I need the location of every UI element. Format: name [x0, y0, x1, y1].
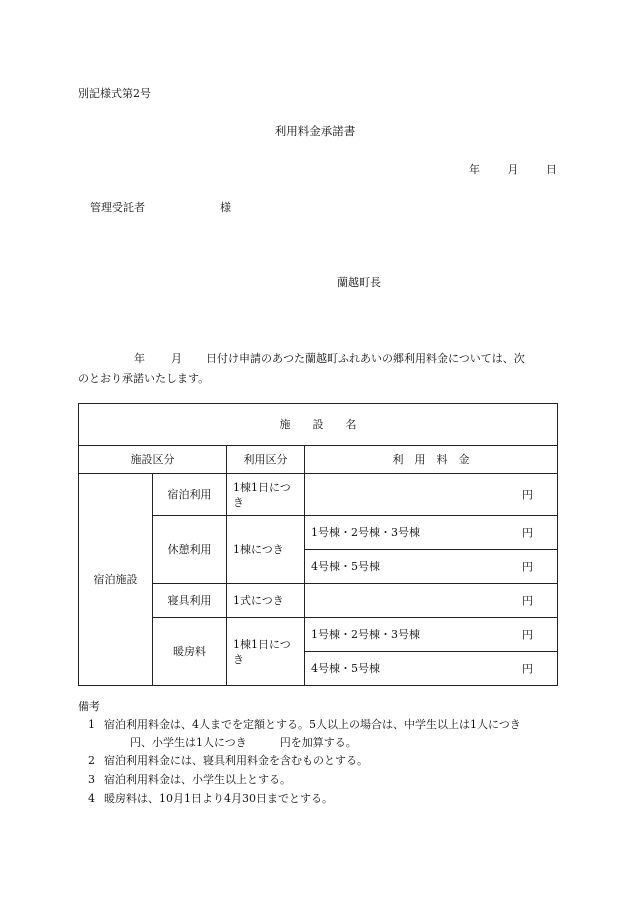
row-lodging-unit: 1棟1日につき: [227, 474, 305, 516]
note-item: [88, 771, 291, 787]
row-bedding-category: 寝具利用: [153, 584, 227, 618]
note-text: 宿泊利用料金は、小学生以上とする。: [104, 773, 291, 786]
yen-label: 円: [522, 560, 533, 573]
yen-label: 円: [522, 628, 533, 641]
yen-label: 円: [522, 662, 533, 675]
date-day: 日: [546, 163, 557, 176]
note-item: [88, 716, 521, 732]
note-item: [88, 790, 333, 806]
document-title: 利用料金承諾書: [274, 124, 356, 138]
row-rest-category: 休憩利用: [153, 516, 227, 584]
body-text-line2: のとおり承諾いたします。: [78, 372, 210, 385]
issuer-name: 蘭越町長: [337, 276, 381, 289]
note-text: 宿泊利用料金には、寝具利用料金を含むものとする。: [104, 754, 368, 767]
yen-label: 円: [522, 526, 533, 539]
row-heating-sub2: [305, 652, 558, 686]
yen-label: 円: [522, 594, 533, 607]
row-bedding-fee: [305, 584, 558, 618]
facility-name-header: 施 設 名: [79, 404, 558, 446]
row-rest-sub1-label: 1号棟・2号棟・3号棟: [311, 526, 420, 539]
col-header-usage-type: 利用区分: [227, 446, 305, 474]
row-heating-sub1: [305, 618, 558, 652]
row-heating-sub1-label: 1号棟・2号棟・3号棟: [311, 628, 420, 641]
body-rest: 日付け申請のあつた蘭越町ふれあいの郷利用料金については、次: [206, 352, 525, 365]
row-lodging-fee: [305, 474, 558, 516]
addressee-label: 管理受託者: [90, 201, 145, 214]
row-heating-unit: 1棟1日につき: [227, 618, 305, 686]
addressee-honorific: 様: [220, 201, 231, 214]
group-label-lodging-facility: 宿泊施設: [79, 474, 153, 686]
note-text: 宿泊利用料金は、4人までを定額とする。5人以上の場合は、中学生以上は1人につき: [104, 718, 521, 731]
row-rest-sub2: [305, 550, 558, 584]
note-text: 円、小学生は1人につき 円を加算する。: [130, 736, 357, 749]
col-header-fee: 利 用 料 金: [305, 446, 558, 474]
row-heating-sub2-label: 4号棟・5号棟: [311, 662, 380, 675]
body-text-line1: [134, 350, 525, 366]
fee-table: [78, 403, 558, 686]
col-header-facility-type: 施設区分: [79, 446, 227, 474]
note-number: 2: [88, 754, 95, 767]
note-number: 1: [88, 718, 95, 731]
notes-label: 備考: [78, 700, 100, 713]
note-text: 暖房料は、10月1日より4月30日までとする。: [104, 792, 333, 805]
note-item-continuation: [130, 734, 357, 750]
row-rest-sub1: [305, 516, 558, 550]
note-number: 3: [88, 773, 95, 786]
note-item: [88, 752, 368, 768]
row-bedding-unit: 1式につき: [227, 584, 305, 618]
row-heating-category: 暖房料: [153, 618, 227, 686]
row-rest-unit: 1棟につき: [227, 516, 305, 584]
row-rest-sub2-label: 4号棟・5号棟: [311, 560, 380, 573]
date-line: [469, 161, 557, 177]
date-year: 年: [469, 163, 480, 176]
yen-label: 円: [522, 488, 533, 501]
form-number: 別記様式第2号: [78, 87, 151, 100]
note-number: 4: [88, 792, 95, 805]
date-month: 月: [507, 163, 519, 176]
row-lodging-category: 宿泊利用: [153, 474, 227, 516]
body-month: 月: [171, 352, 182, 365]
body-year: 年: [134, 352, 145, 365]
